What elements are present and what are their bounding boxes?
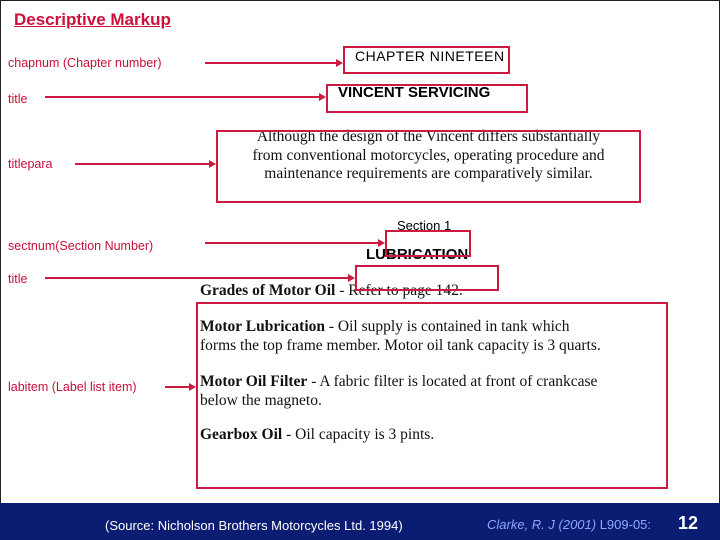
source-note: (Source: Nicholson Brothers Motorcycles Ltd. 1994)	[105, 518, 403, 533]
para-line: from conventional motorcycles, operating procedure and	[252, 146, 605, 164]
box-titlepara	[216, 130, 641, 203]
arrow-titlepara	[75, 163, 214, 165]
arrow-sectnum	[205, 242, 383, 244]
para-line: maintenance requirements are comparatively similar.	[264, 165, 593, 182]
para-line: Although the design of the Vincent differs substantially	[256, 128, 601, 145]
box-sectnum	[385, 230, 471, 257]
item-term: Motor Lubrication	[200, 318, 325, 335]
label-title-2: title	[8, 272, 28, 286]
box-labitem	[196, 302, 668, 489]
item-text: - A fabric filter is located at front of crankcase	[307, 373, 598, 390]
slide-title: Descriptive Markup	[14, 10, 171, 29]
chapter-title: VINCENT SERVICING	[338, 84, 491, 101]
citation-author: Clarke, R. J (2001)	[487, 517, 597, 532]
item-term: Gearbox Oil	[200, 426, 283, 443]
section-number: Section 1	[397, 218, 452, 233]
arrow-title-2	[45, 277, 353, 279]
citation-code: L909-05:	[596, 517, 652, 532]
item-term: Motor Oil Filter	[200, 373, 308, 390]
item-text: - Oil supply is contained in tank which	[325, 318, 570, 335]
label-sectnum: sectnum(Section Number)	[8, 239, 154, 253]
arrow-labitem	[165, 386, 194, 388]
arrow-chapnum	[205, 62, 341, 64]
box-chapnum	[343, 46, 510, 74]
item-text: below the magneto.	[200, 392, 322, 409]
arrow-title	[45, 96, 324, 98]
citation	[487, 517, 651, 532]
label-chapnum: chapnum (Chapter number)	[8, 56, 162, 70]
grades-term: Grades of Motor Oil	[200, 282, 336, 299]
item-text: forms the top frame member. Motor oil tank capacity is 3 quarts.	[200, 337, 601, 354]
item-text: - Oil capacity is 3 pints.	[282, 426, 435, 443]
page-number: 12	[678, 513, 699, 533]
section-title: LUBRICATION	[366, 246, 469, 263]
label-title: title	[8, 92, 28, 106]
grades-text: - Refer to page 142.	[335, 282, 463, 299]
box-title-2	[355, 265, 499, 291]
footer-bar	[0, 503, 720, 540]
label-labitem: labitem (Label list item)	[8, 380, 137, 394]
chapter-number: CHAPTER NINETEEN	[355, 48, 505, 62]
box-title	[326, 84, 528, 113]
label-titlepara: titlepara	[8, 157, 53, 171]
